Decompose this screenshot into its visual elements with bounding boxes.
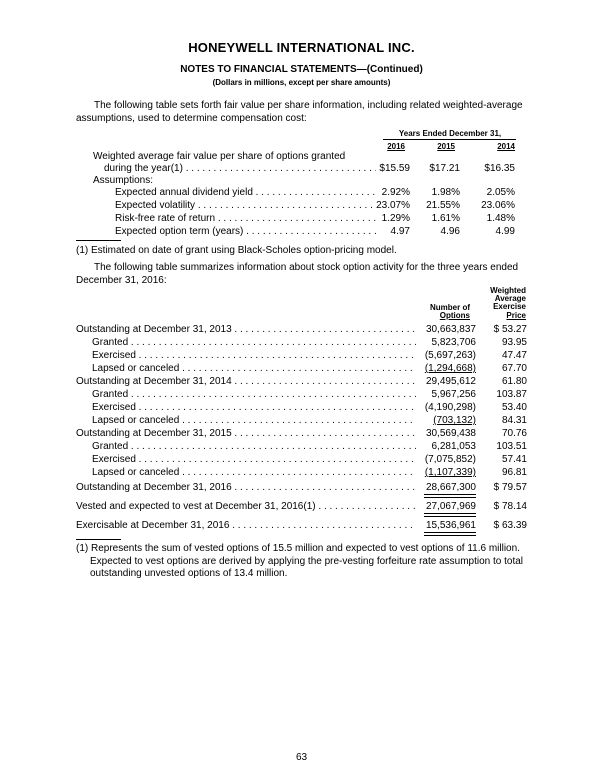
- fair-value-label-line1: Weighted average fair value per share of options granted: [93, 151, 346, 162]
- assumption-value-2014: 23.06%: [481, 200, 515, 211]
- assumption-value-2015: 1.61%: [431, 213, 460, 224]
- year-header-2014: 2014: [497, 142, 515, 151]
- activity-row-price: 70.76: [501, 428, 527, 439]
- activity-row-label: Exercised . . .: [92, 453, 416, 467]
- activity-row-price: $ 78.14: [493, 501, 527, 512]
- activity-row-price: $ 53.27: [493, 324, 527, 335]
- assumption-label: Risk-free rate of return . . .: [115, 212, 376, 226]
- activity-row-options: (7,075,852): [424, 454, 476, 465]
- assumptions-label: Assumptions:: [93, 175, 154, 186]
- activity-row-label: Outstanding at December 31, 2016 . . .: [76, 481, 416, 495]
- notes-subtitle: NOTES TO FINANCIAL STATEMENTS—(Continued): [180, 64, 423, 75]
- activity-row-label: Exercised . . .: [92, 401, 416, 415]
- price-header-line2: Average: [494, 294, 526, 303]
- activity-row-options: 5,823,706: [431, 337, 476, 348]
- footnote-rule-2: [76, 539, 121, 540]
- price-header-line4: Price: [506, 311, 526, 320]
- intro-paragraph-1: The following table sets forth fair value per share information, including related weighted-average assumptions, used to determine compensation cost:: [76, 100, 523, 124]
- assumption-label: Expected annual dividend yield . . .: [115, 186, 376, 200]
- page-number: 63: [295, 752, 308, 763]
- activity-row-price: 61.80: [501, 376, 527, 387]
- activity-row-options: 27,067,969: [425, 501, 476, 512]
- activity-row-options: 30,569,438: [425, 428, 476, 439]
- assumption-value-2016: 23.07%: [376, 200, 410, 211]
- price-header-line1: Weighted: [490, 286, 526, 295]
- activity-row-options: (703,132): [433, 415, 476, 426]
- activity-row-options: 15,536,961: [425, 520, 476, 531]
- assumption-value-2014: 1.48%: [486, 213, 515, 224]
- assumption-value-2016: 2.92%: [381, 187, 410, 198]
- footnote-2: (1) Represents the sum of vested options of 15.5 million and expected to vest options of 11.6 million. Expected to vest options are derived by applying the pre-vesting forfeiture rate assumption to total outstanding unvested options of 13.4 million.: [76, 543, 524, 579]
- year-header-2016: 2016: [387, 142, 405, 151]
- footnote-rule: [76, 240, 121, 241]
- assumption-value-2016: 4.97: [390, 226, 410, 237]
- activity-row-label: Outstanding at December 31, 2015 . . .: [76, 427, 416, 441]
- activity-row-options: (5,697,263): [424, 350, 476, 361]
- activity-row-price: 53.40: [501, 402, 527, 413]
- activity-row-label: Exercised . . .: [92, 349, 416, 363]
- activity-row-label: Outstanding at December 31, 2014 . . .: [76, 375, 416, 389]
- activity-row-price: 103.87: [496, 389, 527, 400]
- assumption-value-2015: 1.98%: [431, 187, 460, 198]
- activity-row-label: Lapsed or canceled . . .: [92, 466, 416, 480]
- intro-paragraph-2: The following table summarizes information about stock option activity for the three years ended December 31, 2016:: [76, 262, 519, 286]
- assumption-value-2015: 4.96: [440, 226, 460, 237]
- activity-row-label: Lapsed or canceled . . .: [92, 414, 416, 428]
- activity-row-label: Vested and expected to vest at December 31, 2016(1) . . .: [76, 500, 416, 514]
- assumption-value-2016: 1.29%: [381, 213, 410, 224]
- activity-row-label: Outstanding at December 31, 2013 . . .: [76, 323, 416, 337]
- activity-row-price: 93.95: [501, 337, 527, 348]
- price-header-line3: Exercise: [493, 302, 526, 311]
- options-header-line1: Number of: [430, 303, 470, 312]
- fair-value-2016: $15.59: [379, 163, 410, 174]
- footnote-1: (1) Estimated on date of grant using Black-Scholes option-pricing model.: [76, 245, 397, 256]
- activity-row-price: 96.81: [501, 467, 527, 478]
- activity-row-label: Granted . . .: [92, 336, 416, 350]
- activity-row-options: 30,663,837: [425, 324, 476, 335]
- assumption-label: Expected option term (years) . . .: [115, 225, 376, 239]
- activity-row-options: 6,281,053: [431, 441, 476, 452]
- fair-value-2014: $16.35: [484, 163, 515, 174]
- period-header: Years Ended December 31,: [398, 129, 502, 138]
- activity-row-label: Granted . . .: [92, 388, 416, 402]
- fair-value-2015: $17.21: [429, 163, 460, 174]
- assumption-label: Expected volatility . . .: [115, 199, 376, 213]
- activity-row-label: Granted . . .: [92, 440, 416, 454]
- activity-row-price: 47.47: [501, 350, 527, 361]
- year-header-2015: 2015: [437, 142, 455, 151]
- activity-row-label: Lapsed or canceled . . .: [92, 362, 416, 376]
- company-title: HONEYWELL INTERNATIONAL INC.: [188, 40, 415, 55]
- assumption-value-2014: 2.05%: [486, 187, 515, 198]
- activity-row-options: (4,190,298): [424, 402, 476, 413]
- fair-value-label-line2: during the year(1) . . .: [104, 162, 376, 176]
- period-header-rule: [383, 139, 516, 140]
- activity-row-price: 103.51: [496, 441, 527, 452]
- options-header-line2: Options: [439, 311, 470, 320]
- vested-double-rule: [424, 513, 476, 517]
- total-double-rule: [424, 494, 476, 498]
- assumption-value-2014: 4.99: [495, 226, 515, 237]
- unit-note: (Dollars in millions, except per share amounts): [212, 78, 391, 87]
- activity-row-price: $ 63.39: [493, 520, 527, 531]
- activity-row-options: 28,667,300: [425, 482, 476, 493]
- activity-row-price: 67.70: [501, 363, 527, 374]
- activity-row-options: 29,495,612: [425, 376, 476, 387]
- activity-row-options: (1,107,339): [424, 467, 476, 478]
- exercisable-double-rule: [424, 532, 476, 536]
- activity-row-price: 57.41: [501, 454, 527, 465]
- assumption-value-2015: 21.55%: [426, 200, 460, 211]
- activity-row-price: 84.31: [501, 415, 527, 426]
- activity-row-price: $ 79.57: [493, 482, 527, 493]
- activity-row-options: 5,967,256: [431, 389, 476, 400]
- activity-row-label: Exercisable at December 31, 2016 . . .: [76, 519, 416, 533]
- activity-row-options: (1,294,668): [424, 363, 476, 374]
